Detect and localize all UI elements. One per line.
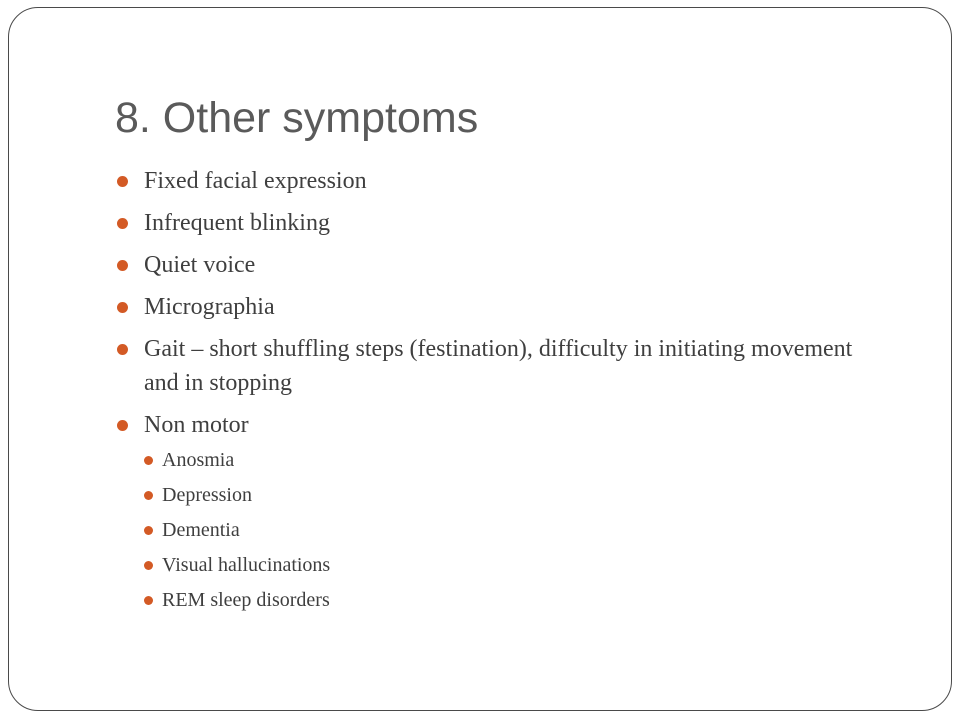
bullet-list: [117, 164, 877, 622]
sub-bullet-item: [144, 551, 877, 579]
bullet-text: Micrographia: [144, 294, 275, 320]
sub-bullet-item: [144, 516, 877, 544]
bullet-item: [117, 206, 877, 240]
sub-bullet-list: [144, 446, 877, 614]
sub-bullet-text: Anosmia: [162, 449, 235, 471]
bullet-text: Quiet voice: [144, 252, 256, 278]
slide-title: 8. Other symptoms: [115, 94, 479, 142]
bullet-text: Fixed facial expression: [144, 168, 367, 194]
bullet-dot-icon: [117, 260, 128, 271]
sub-bullet-item: [144, 481, 877, 509]
bullet-text: Non motor: [144, 412, 249, 438]
slide-frame: [8, 7, 952, 711]
sub-bullet-text: Visual hallucinations: [162, 554, 331, 576]
bullet-text: Gait – short shuffling steps (festination), difficulty in initiating movement and in stopping: [144, 336, 853, 396]
bullet-item: [117, 164, 877, 198]
sub-bullet-dot-icon: [144, 491, 153, 500]
sub-bullet-dot-icon: [144, 596, 153, 605]
bullet-dot-icon: [117, 218, 128, 229]
bullet-item: [117, 290, 877, 324]
bullet-item: [117, 248, 877, 282]
bullet-item-non-motor: [117, 408, 877, 614]
bullet-item: [117, 332, 877, 400]
sub-bullet-item: [144, 446, 877, 474]
bullet-dot-icon: [117, 302, 128, 313]
bullet-dot-icon: [117, 420, 128, 431]
sub-bullet-text: Dementia: [162, 519, 240, 541]
sub-bullet-dot-icon: [144, 561, 153, 570]
sub-bullet-text: REM sleep disorders: [162, 589, 330, 611]
sub-bullet-dot-icon: [144, 456, 153, 465]
sub-bullet-item: [144, 586, 877, 614]
sub-bullet-text: Depression: [162, 484, 252, 506]
sub-bullet-dot-icon: [144, 526, 153, 535]
bullet-text: Infrequent blinking: [144, 210, 330, 236]
bullet-dot-icon: [117, 344, 128, 355]
bullet-dot-icon: [117, 176, 128, 187]
